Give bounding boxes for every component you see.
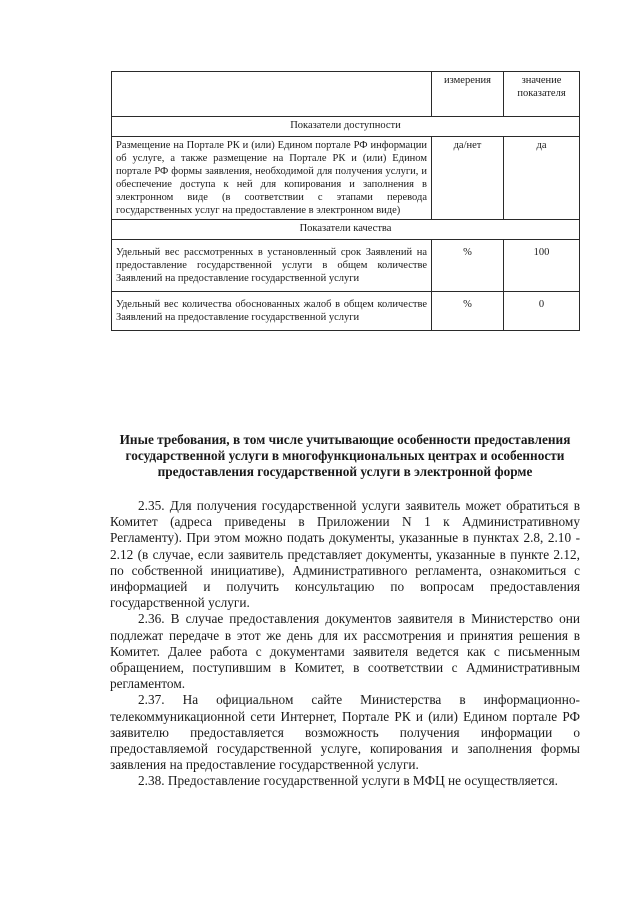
indicators-table xyxy=(111,71,580,331)
header-cell-name xyxy=(112,72,432,117)
row-complaints-value: 0 xyxy=(504,292,580,331)
section-row-quality xyxy=(112,220,580,240)
document-body xyxy=(110,498,580,790)
row-complaints-text: Удельный вес количества обоснованных жалоб в общем количестве Заявлений на предоставление государственной услуги xyxy=(112,292,432,331)
row-portal-text: Размещение на Портале РК и (или) Едином портале РФ информации об услуге, а также размещение на Портале РК и (или) Едином портале РФ формы заявления, необходимой для получения услуги, и обеспечение доступа к ней для копирования и заполнения в электронном виде (в соответствии с этапами перевода государственных услуг на предоставление в электронном виде) xyxy=(112,137,432,220)
header-cell-value: значение показателя xyxy=(504,72,580,117)
section-title-quality: Показатели качества xyxy=(112,220,580,240)
row-complaints-unit: % xyxy=(432,292,504,331)
table-row xyxy=(112,240,580,292)
table-row xyxy=(112,292,580,331)
header-cell-unit: измерения xyxy=(432,72,504,117)
table-row xyxy=(112,137,580,220)
table-header-row xyxy=(112,72,580,117)
row-timely-value: 100 xyxy=(504,240,580,292)
section-row-access xyxy=(112,117,580,137)
paragraph-2-36: 2.36. В случае предоставления документов заявителя в Министерство они подлежат передаче в этот же день для их рассмотрения и принятия решения в Комитет. Далее работа с документами заявителя ведется как с письменным обращением, поступившим в Комитет, в соответствии с Административным регламентом. xyxy=(110,611,580,692)
row-portal-value: да xyxy=(504,137,580,220)
section-heading: Иные требования, в том числе учитывающие особенности предоставления государственной услуги в многофункциональных центрах и особенности предоставления государственной услуги в электронной форме xyxy=(119,432,571,479)
section-title-access: Показатели доступности xyxy=(112,117,580,137)
row-portal-unit: да/нет xyxy=(432,137,504,220)
row-timely-text: Удельный вес рассмотренных в установленный срок Заявлений на предоставление государственной услуги в общем количестве Заявлений на предоставление государственной услуги xyxy=(112,240,432,292)
row-timely-unit: % xyxy=(432,240,504,292)
paragraph-2-37: 2.37. На официальном сайте Министерства в информационно-телекоммуникационной сети Интернет, Портале РК и (или) Едином портале РФ заявителю предоставляется возможность получения информации о предоставляемой государственной услуге, копирования и заполнения формы заявления на предоставление государственной услуги. xyxy=(110,692,580,773)
paragraph-2-35: 2.35. Для получения государственной услуги заявитель может обратиться в Комитет (адреса приведены в Приложении N 1 к Административному Регламенту). При этом можно подать документы, указанные в пунктах 2.8, 2.10 - 2.12 (в случае, если заявитель представляет документы, указанные в пункте 2.12, по собственной инициативе), Административного регламента, ознакомиться с информацией и получить консультацию по вопросам предоставления государственной услуги. xyxy=(110,498,580,611)
paragraph-2-38: 2.38. Предоставление государственной услуги в МФЦ не осуществляется. xyxy=(138,773,558,789)
